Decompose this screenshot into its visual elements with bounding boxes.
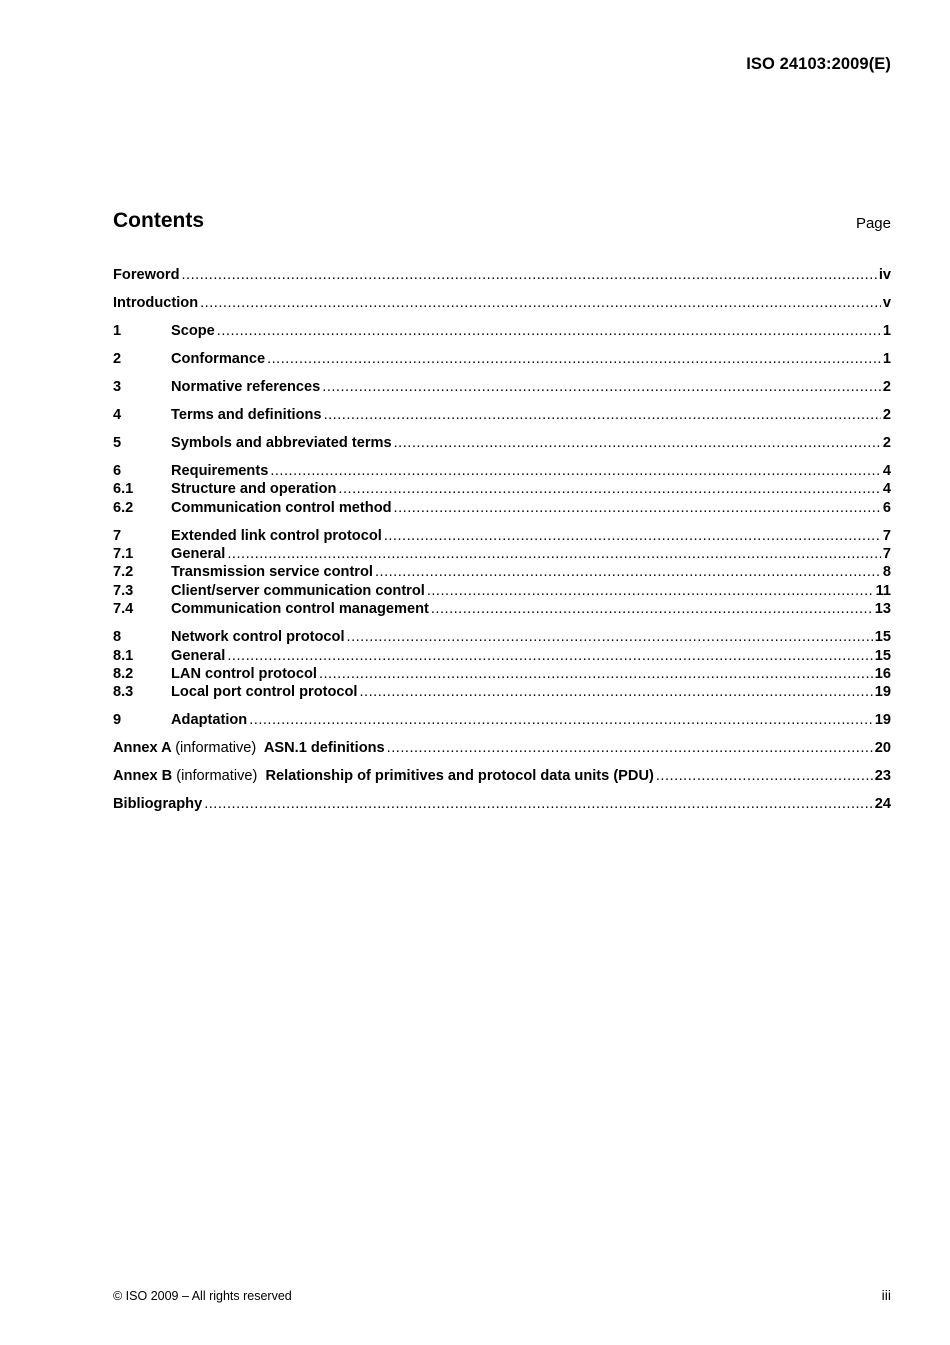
toc-entry[interactable] xyxy=(113,322,891,340)
toc-entry-number: 8.2 xyxy=(113,665,134,682)
toc-entry-page: 4 xyxy=(882,481,891,498)
footer-page-number: iii xyxy=(881,1287,891,1303)
toc-entry[interactable] xyxy=(113,683,891,701)
toc-entry-number: 3 xyxy=(113,378,122,395)
toc-leader-dots xyxy=(249,711,873,729)
toc-leader-dots xyxy=(324,406,881,424)
toc-entry[interactable] xyxy=(113,462,891,480)
toc-entry-number: 6.2 xyxy=(113,499,134,516)
toc-annex-qualifier: (informative) xyxy=(176,768,258,785)
toc-leader-dots xyxy=(217,322,881,340)
toc-entry-number: 1 xyxy=(113,322,122,339)
toc-entry[interactable] xyxy=(113,563,891,581)
toc-entry[interactable] xyxy=(113,739,891,757)
toc-entry-page: 2 xyxy=(882,434,891,451)
toc-entry-title: Conformance xyxy=(171,350,266,367)
toc-entry[interactable] xyxy=(113,378,891,396)
toc-entry-number: 7.4 xyxy=(113,601,134,618)
toc-leader-dots xyxy=(359,683,872,701)
toc-leader-dots xyxy=(319,665,873,683)
toc-entry-title: Requirements xyxy=(171,462,269,479)
toc-leader-dots xyxy=(394,434,881,452)
toc-entry-page: 23 xyxy=(874,768,891,785)
toc-entry-title xyxy=(113,767,654,785)
toc-entry-page: 20 xyxy=(874,740,891,757)
contents-header xyxy=(113,209,891,239)
toc-entry-page: 7 xyxy=(882,546,891,563)
toc-entry-page: 2 xyxy=(882,378,891,395)
toc-entry[interactable] xyxy=(113,499,891,517)
toc-entry-page: 15 xyxy=(874,647,891,664)
toc-entry[interactable] xyxy=(113,628,891,646)
document-identifier: ISO 24103:2009(E) xyxy=(746,55,891,73)
toc-entry[interactable] xyxy=(113,527,891,545)
toc-entry-title: Local port control protocol xyxy=(171,684,358,701)
toc-entry-number: 8.1 xyxy=(113,647,134,664)
toc-entry-title xyxy=(113,739,385,757)
toc-entry-page: 2 xyxy=(882,406,891,423)
toc-entry[interactable] xyxy=(113,434,891,452)
toc-entry-page: 4 xyxy=(882,462,891,479)
toc-entry[interactable] xyxy=(113,294,891,312)
table-of-contents xyxy=(113,266,891,814)
toc-leader-dots xyxy=(227,545,881,563)
toc-annex-title: Relationship of primitives and protocol data units (PDU) xyxy=(265,768,654,785)
toc-entry-page: 19 xyxy=(874,712,891,729)
toc-entry[interactable] xyxy=(113,266,891,284)
toc-leader-dots xyxy=(181,266,876,284)
toc-entry-page: v xyxy=(882,294,891,311)
toc-entry-number: 9 xyxy=(113,712,122,729)
toc-entry-page: 1 xyxy=(882,350,891,367)
toc-entry[interactable] xyxy=(113,545,891,563)
toc-entry-number: 2 xyxy=(113,350,122,367)
toc-leader-dots xyxy=(387,739,873,757)
toc-entry-page: 24 xyxy=(874,796,891,813)
toc-entry[interactable] xyxy=(113,406,891,424)
toc-entry-number: 7.3 xyxy=(113,582,134,599)
toc-entry-number: 5 xyxy=(113,434,122,451)
toc-entry-number: 6 xyxy=(113,462,122,479)
toc-entry-page: 15 xyxy=(874,629,891,646)
toc-leader-dots xyxy=(375,563,881,581)
toc-entry-number: 8 xyxy=(113,629,122,646)
toc-leader-dots xyxy=(427,582,874,600)
toc-entry-title: Symbols and abbreviated terms xyxy=(171,434,392,451)
toc-annex-label: Annex A xyxy=(113,740,172,757)
toc-leader-dots xyxy=(322,378,881,396)
toc-entry-number: 7.2 xyxy=(113,564,134,581)
toc-entry[interactable] xyxy=(113,665,891,683)
toc-entry-page: 6 xyxy=(882,499,891,516)
page-column-label: Page xyxy=(855,215,891,232)
toc-entry-title: General xyxy=(171,647,226,664)
toc-entry-title: Introduction xyxy=(113,294,199,311)
toc-entry-page: 19 xyxy=(874,684,891,701)
toc-entry-title: Scope xyxy=(171,322,215,339)
toc-leader-dots xyxy=(338,480,880,498)
toc-entry-page: 11 xyxy=(875,582,891,599)
toc-entry-title: Adaptation xyxy=(171,712,248,729)
toc-entry-page: iv xyxy=(878,267,891,283)
toc-entry[interactable] xyxy=(113,795,891,813)
toc-leader-dots xyxy=(394,499,881,517)
toc-entry-title: Foreword xyxy=(113,267,180,283)
toc-entry[interactable] xyxy=(113,350,891,368)
toc-entry-title: LAN control protocol xyxy=(171,665,317,682)
toc-entry-number: 7 xyxy=(113,527,122,544)
toc-entry-number: 4 xyxy=(113,406,122,423)
toc-leader-dots xyxy=(267,350,881,368)
footer-copyright: © ISO 2009 – All rights reserved xyxy=(113,1289,292,1303)
toc-leader-dots xyxy=(431,600,873,618)
toc-leader-dots xyxy=(227,647,872,665)
toc-entry-title: Client/server communication control xyxy=(171,582,425,599)
toc-entry-title: Terms and definitions xyxy=(171,406,322,423)
toc-entry[interactable] xyxy=(113,647,891,665)
toc-entry-page: 13 xyxy=(874,601,891,618)
toc-annex-title: ASN.1 definitions xyxy=(263,740,385,757)
toc-entry[interactable] xyxy=(113,480,891,498)
toc-annex-label: Annex B xyxy=(113,768,173,785)
toc-entry-title: Communication control management xyxy=(171,601,429,618)
toc-entry-title: Normative references xyxy=(171,378,321,395)
toc-leader-dots xyxy=(204,795,873,813)
toc-entry-number: 6.1 xyxy=(113,481,134,498)
toc-entry[interactable] xyxy=(113,600,891,618)
toc-entry-page: 8 xyxy=(882,564,891,581)
toc-leader-dots xyxy=(270,462,881,480)
toc-entry-title: Communication control method xyxy=(171,499,392,516)
toc-entry-title: Network control protocol xyxy=(171,629,345,646)
toc-entry-title: Transmission service control xyxy=(171,564,373,581)
toc-entry-number: 7.1 xyxy=(113,546,134,563)
toc-entry-title: Structure and operation xyxy=(171,481,337,498)
toc-leader-dots xyxy=(384,527,881,545)
toc-entry-title: Bibliography xyxy=(113,796,203,813)
toc-leader-dots xyxy=(347,628,873,646)
toc-entry-page: 1 xyxy=(882,322,891,339)
toc-entry[interactable] xyxy=(113,767,891,785)
toc-entry-page: 7 xyxy=(882,527,891,544)
toc-entry-title: General xyxy=(171,546,226,563)
toc-annex-qualifier: (informative) xyxy=(175,740,257,757)
toc-entry-title: Extended link control protocol xyxy=(171,527,382,544)
toc-leader-dots xyxy=(200,294,881,312)
toc-leader-dots xyxy=(656,767,873,785)
toc-entry-page: 16 xyxy=(874,665,891,682)
toc-entry[interactable] xyxy=(113,582,891,600)
toc-entry[interactable] xyxy=(113,711,891,729)
toc-entry-number: 8.3 xyxy=(113,684,134,701)
contents-title: Contents xyxy=(113,209,204,232)
